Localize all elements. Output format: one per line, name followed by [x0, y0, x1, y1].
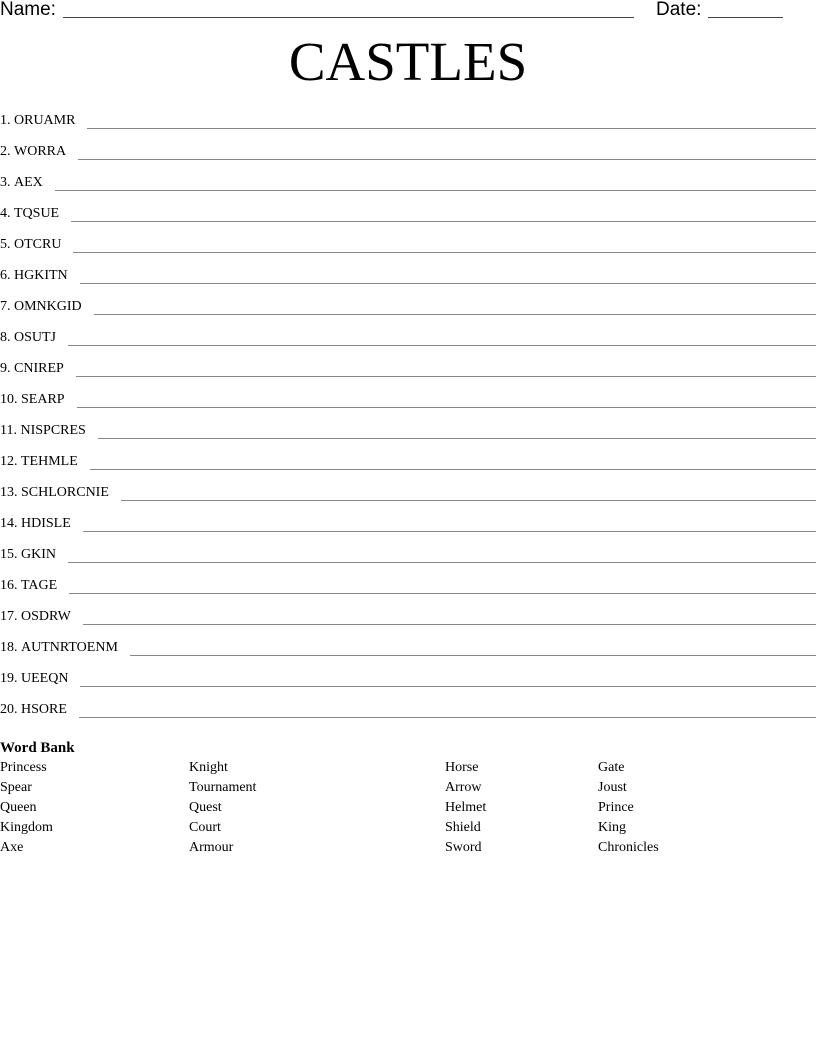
- date-label: Date:: [656, 0, 702, 20]
- scrambled-word: AUTNRTOENM: [21, 640, 118, 655]
- answer-line[interactable]: [79, 700, 816, 718]
- word-bank-grid: [0, 758, 816, 858]
- word-bank-item: Armour: [189, 840, 234, 855]
- answer-line[interactable]: [69, 576, 816, 594]
- puzzle-item: [0, 607, 816, 638]
- scrambled-word: HSORE: [21, 702, 67, 717]
- answer-line[interactable]: [98, 421, 816, 439]
- word-bank-column: [445, 758, 486, 858]
- puzzle-item: [0, 359, 816, 390]
- answer-line[interactable]: [83, 514, 816, 532]
- scrambled-word: OMNKGID: [14, 299, 82, 314]
- puzzle-number: 8.: [0, 330, 11, 345]
- word-bank: [0, 738, 816, 858]
- puzzle-number: 12.: [0, 454, 18, 469]
- puzzle-item: [0, 483, 816, 514]
- puzzle-list: [0, 111, 816, 731]
- scrambled-word: UEEQN: [21, 671, 69, 686]
- puzzle-item: [0, 700, 816, 731]
- puzzle-number: 9.: [0, 361, 11, 376]
- scrambled-word: SEARP: [21, 392, 65, 407]
- scrambled-word: HDISLE: [21, 516, 71, 531]
- answer-line[interactable]: [76, 359, 816, 377]
- puzzle-item: [0, 390, 816, 421]
- word-bank-item: Queen: [0, 800, 37, 815]
- scrambled-word: SCHLORCNIE: [21, 485, 109, 500]
- puzzle-number: 2.: [0, 144, 11, 159]
- answer-line[interactable]: [80, 266, 816, 284]
- puzzle-number: 16.: [0, 578, 18, 593]
- name-field[interactable]: [63, 17, 634, 18]
- answer-line[interactable]: [83, 607, 816, 625]
- answer-line[interactable]: [130, 638, 816, 656]
- puzzle-item: [0, 514, 816, 545]
- puzzle-number: 7.: [0, 299, 11, 314]
- puzzle-item: [0, 576, 816, 607]
- word-bank-item: Horse: [445, 760, 479, 775]
- answer-line[interactable]: [90, 452, 816, 470]
- word-bank-item: Tournament: [189, 780, 257, 795]
- name-label: Name:: [0, 0, 56, 20]
- puzzle-item: [0, 235, 816, 266]
- puzzle-item: [0, 328, 816, 359]
- scrambled-word: OSUTJ: [14, 330, 57, 345]
- puzzle-item: [0, 173, 816, 204]
- puzzle-number: 1.: [0, 113, 11, 128]
- word-bank-column: [598, 758, 659, 858]
- puzzle-number: 20.: [0, 702, 18, 717]
- scrambled-word: ORUAMR: [14, 113, 76, 128]
- puzzle-number: 14.: [0, 516, 18, 531]
- answer-line[interactable]: [80, 669, 816, 687]
- puzzle-number: 5.: [0, 237, 11, 252]
- puzzle-number: 19.: [0, 671, 18, 686]
- answer-line[interactable]: [68, 545, 816, 563]
- word-bank-item: Axe: [0, 840, 24, 855]
- puzzle-item: [0, 638, 816, 669]
- scrambled-word: OSDRW: [21, 609, 71, 624]
- puzzle-item: [0, 142, 816, 173]
- word-bank-column: [189, 758, 256, 858]
- puzzle-item: [0, 669, 816, 700]
- word-bank-column: [0, 758, 53, 858]
- word-bank-item: Knight: [189, 760, 228, 775]
- word-bank-item: Helmet: [445, 800, 487, 815]
- scrambled-word: HGKITN: [14, 268, 68, 283]
- scrambled-word: TAGE: [21, 578, 58, 593]
- puzzle-number: 17.: [0, 609, 18, 624]
- word-bank-item: Spear: [0, 780, 32, 795]
- puzzle-number: 6.: [0, 268, 11, 283]
- answer-line[interactable]: [87, 111, 816, 129]
- answer-line[interactable]: [68, 328, 816, 346]
- puzzle-number: 11.: [0, 423, 17, 438]
- puzzle-item: [0, 545, 816, 576]
- answer-line[interactable]: [78, 142, 816, 160]
- word-bank-title: Word Bank: [0, 740, 75, 756]
- puzzle-item: [0, 421, 816, 452]
- scrambled-word: GKIN: [21, 547, 56, 562]
- word-bank-item: Quest: [189, 800, 222, 815]
- puzzle-number: 3.: [0, 175, 11, 190]
- word-bank-item: Kingdom: [0, 820, 53, 835]
- scrambled-word: OTCRU: [14, 237, 62, 252]
- word-bank-item: Prince: [598, 800, 634, 815]
- puzzle-item: [0, 452, 816, 483]
- scrambled-word: TEHMLE: [21, 454, 78, 469]
- puzzle-item: [0, 111, 816, 142]
- puzzle-number: 4.: [0, 206, 11, 221]
- answer-line[interactable]: [73, 235, 816, 253]
- page-title: CASTLES: [288, 31, 528, 92]
- scrambled-word: AEX: [14, 175, 43, 190]
- scrambled-word: CNIREP: [14, 361, 64, 376]
- answer-line[interactable]: [71, 204, 816, 222]
- word-bank-item: King: [598, 820, 626, 835]
- word-bank-item: Princess: [0, 760, 47, 775]
- scrambled-word: TQSUE: [14, 206, 60, 221]
- puzzle-item: [0, 204, 816, 235]
- word-bank-item: Chronicles: [598, 840, 659, 855]
- puzzle-number: 18.: [0, 640, 18, 655]
- puzzle-number: 10.: [0, 392, 18, 407]
- answer-line[interactable]: [121, 483, 816, 501]
- answer-line[interactable]: [77, 390, 816, 408]
- word-bank-item: Shield: [445, 820, 481, 835]
- word-bank-item: Arrow: [445, 780, 482, 795]
- date-field[interactable]: [708, 17, 783, 18]
- answer-line[interactable]: [94, 297, 816, 315]
- puzzle-number: 13.: [0, 485, 18, 500]
- answer-line[interactable]: [55, 173, 816, 191]
- scrambled-word: WORRA: [14, 144, 67, 159]
- word-bank-item: Gate: [598, 760, 625, 775]
- word-bank-item: Sword: [445, 840, 482, 855]
- puzzle-item: [0, 266, 816, 297]
- puzzle-item: [0, 297, 816, 328]
- scrambled-word: NISPCRES: [20, 423, 86, 438]
- word-bank-item: Joust: [598, 780, 627, 795]
- word-bank-item: Court: [189, 820, 221, 835]
- puzzle-number: 15.: [0, 547, 18, 562]
- header-row: [0, 0, 816, 24]
